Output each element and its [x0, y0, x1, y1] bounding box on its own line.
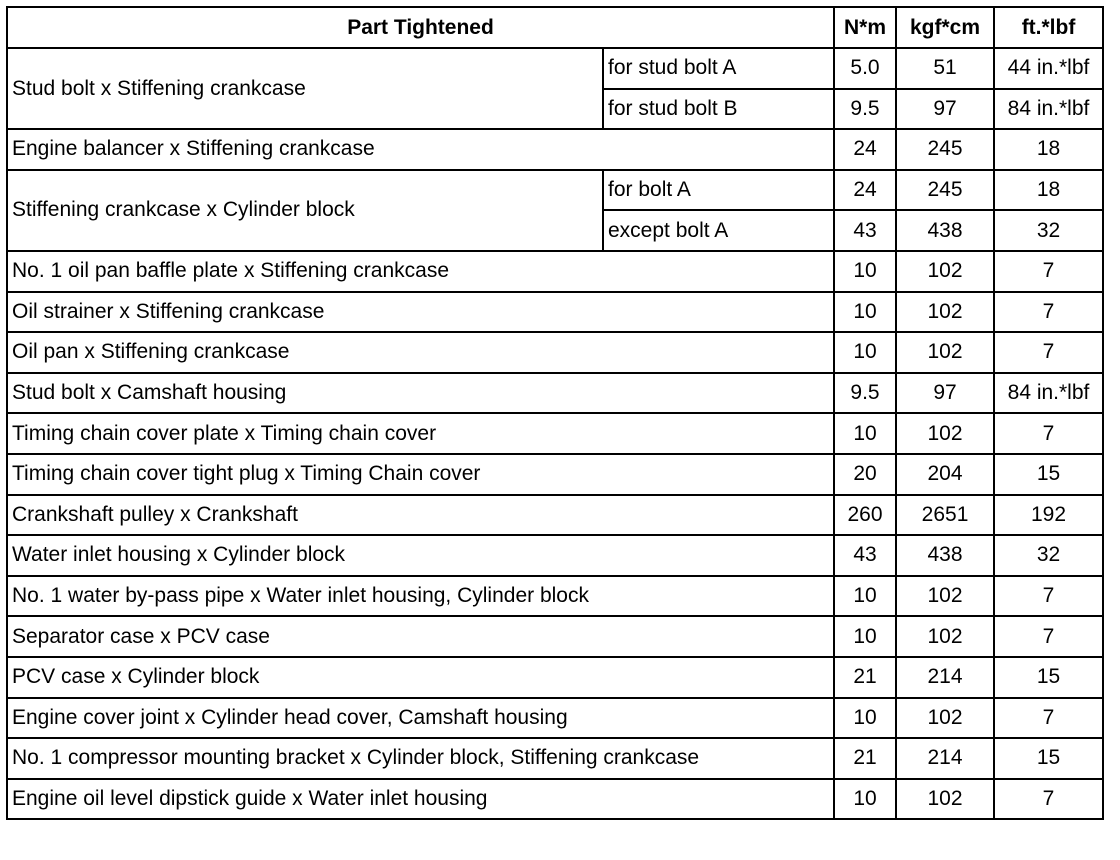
condition-cell: for stud bolt A	[603, 48, 834, 89]
kgfcm-cell: 438	[896, 210, 994, 251]
kgfcm-cell: 102	[896, 779, 994, 820]
ftlbf-cell: 7	[994, 413, 1103, 454]
kgfcm-cell: 102	[896, 616, 994, 657]
ftlbf-cell: 7	[994, 251, 1103, 292]
table-row	[7, 535, 1103, 576]
part-cell: Stud bolt x Camshaft housing	[7, 373, 834, 414]
header-row	[7, 7, 1103, 48]
table-row	[7, 129, 1103, 170]
kgfcm-cell: 102	[896, 251, 994, 292]
ftlbf-cell: 7	[994, 292, 1103, 333]
ftlbf-cell: 18	[994, 170, 1103, 211]
kgfcm-cell: 245	[896, 170, 994, 211]
table-row	[7, 251, 1103, 292]
condition-cell: except bolt A	[603, 210, 834, 251]
kgfcm-cell: 102	[896, 292, 994, 333]
nm-cell: 24	[834, 129, 896, 170]
nm-cell: 43	[834, 535, 896, 576]
nm-cell: 5.0	[834, 48, 896, 89]
table-row	[7, 495, 1103, 536]
kgfcm-cell: 214	[896, 738, 994, 779]
ftlbf-cell: 7	[994, 332, 1103, 373]
table-row	[7, 413, 1103, 454]
table-row	[7, 373, 1103, 414]
kgfcm-cell: 102	[896, 413, 994, 454]
table-row	[7, 170, 1103, 211]
nm-cell: 21	[834, 657, 896, 698]
kgfcm-cell: 102	[896, 576, 994, 617]
ftlbf-cell: 84 in.*lbf	[994, 89, 1103, 130]
part-cell: Oil pan x Stiffening crankcase	[7, 332, 834, 373]
ftlbf-cell: 7	[994, 779, 1103, 820]
condition-cell: for bolt A	[603, 170, 834, 211]
nm-cell: 20	[834, 454, 896, 495]
nm-cell: 9.5	[834, 373, 896, 414]
ftlbf-cell: 32	[994, 535, 1103, 576]
ftlbf-cell: 32	[994, 210, 1103, 251]
table-row	[7, 332, 1103, 373]
part-cell: Engine balancer x Stiffening crankcase	[7, 129, 834, 170]
part-cell: Engine cover joint x Cylinder head cover, Camshaft housing	[7, 698, 834, 739]
part-cell: Timing chain cover plate x Timing chain cover	[7, 413, 834, 454]
kgfcm-cell: 438	[896, 535, 994, 576]
table-row	[7, 738, 1103, 779]
ftlbf-cell: 7	[994, 616, 1103, 657]
header-kgfcm: kgf*cm	[896, 7, 994, 48]
header-part-tightened: Part Tightened	[7, 7, 834, 48]
condition-cell: for stud bolt B	[603, 89, 834, 130]
part-cell: No. 1 oil pan baffle plate x Stiffening crankcase	[7, 251, 834, 292]
kgfcm-cell: 102	[896, 698, 994, 739]
ftlbf-cell: 192	[994, 495, 1103, 536]
nm-cell: 9.5	[834, 89, 896, 130]
part-cell: No. 1 water by-pass pipe x Water inlet housing, Cylinder block	[7, 576, 834, 617]
nm-cell: 10	[834, 332, 896, 373]
ftlbf-cell: 18	[994, 129, 1103, 170]
part-cell: Stud bolt x Stiffening crankcase	[7, 48, 603, 129]
table-row	[7, 454, 1103, 495]
table-row	[7, 48, 1103, 89]
table-row	[7, 292, 1103, 333]
kgfcm-cell: 97	[896, 373, 994, 414]
nm-cell: 260	[834, 495, 896, 536]
kgfcm-cell: 2651	[896, 495, 994, 536]
table-row	[7, 616, 1103, 657]
kgfcm-cell: 102	[896, 332, 994, 373]
nm-cell: 10	[834, 251, 896, 292]
ftlbf-cell: 7	[994, 698, 1103, 739]
table-body	[7, 48, 1103, 819]
nm-cell: 10	[834, 698, 896, 739]
table-row	[7, 576, 1103, 617]
part-cell: Water inlet housing x Cylinder block	[7, 535, 834, 576]
table-row	[7, 657, 1103, 698]
part-cell: No. 1 compressor mounting bracket x Cylinder block, Stiffening crankcase	[7, 738, 834, 779]
part-cell: Stiffening crankcase x Cylinder block	[7, 170, 603, 251]
part-cell: Crankshaft pulley x Crankshaft	[7, 495, 834, 536]
header-nm: N*m	[834, 7, 896, 48]
nm-cell: 21	[834, 738, 896, 779]
nm-cell: 10	[834, 413, 896, 454]
nm-cell: 10	[834, 779, 896, 820]
part-cell: Separator case x PCV case	[7, 616, 834, 657]
kgfcm-cell: 245	[896, 129, 994, 170]
part-cell: PCV case x Cylinder block	[7, 657, 834, 698]
kgfcm-cell: 51	[896, 48, 994, 89]
part-cell: Engine oil level dipstick guide x Water inlet housing	[7, 779, 834, 820]
table-row	[7, 779, 1103, 820]
kgfcm-cell: 214	[896, 657, 994, 698]
torque-spec-table	[6, 6, 1104, 820]
part-cell: Timing chain cover tight plug x Timing Chain cover	[7, 454, 834, 495]
nm-cell: 43	[834, 210, 896, 251]
table-row	[7, 698, 1103, 739]
ftlbf-cell: 84 in.*lbf	[994, 373, 1103, 414]
nm-cell: 10	[834, 616, 896, 657]
ftlbf-cell: 7	[994, 576, 1103, 617]
kgfcm-cell: 204	[896, 454, 994, 495]
nm-cell: 10	[834, 292, 896, 333]
ftlbf-cell: 44 in.*lbf	[994, 48, 1103, 89]
part-cell: Oil strainer x Stiffening crankcase	[7, 292, 834, 333]
ftlbf-cell: 15	[994, 738, 1103, 779]
nm-cell: 10	[834, 576, 896, 617]
ftlbf-cell: 15	[994, 657, 1103, 698]
nm-cell: 24	[834, 170, 896, 211]
ftlbf-cell: 15	[994, 454, 1103, 495]
kgfcm-cell: 97	[896, 89, 994, 130]
header-ftlbf: ft.*lbf	[994, 7, 1103, 48]
